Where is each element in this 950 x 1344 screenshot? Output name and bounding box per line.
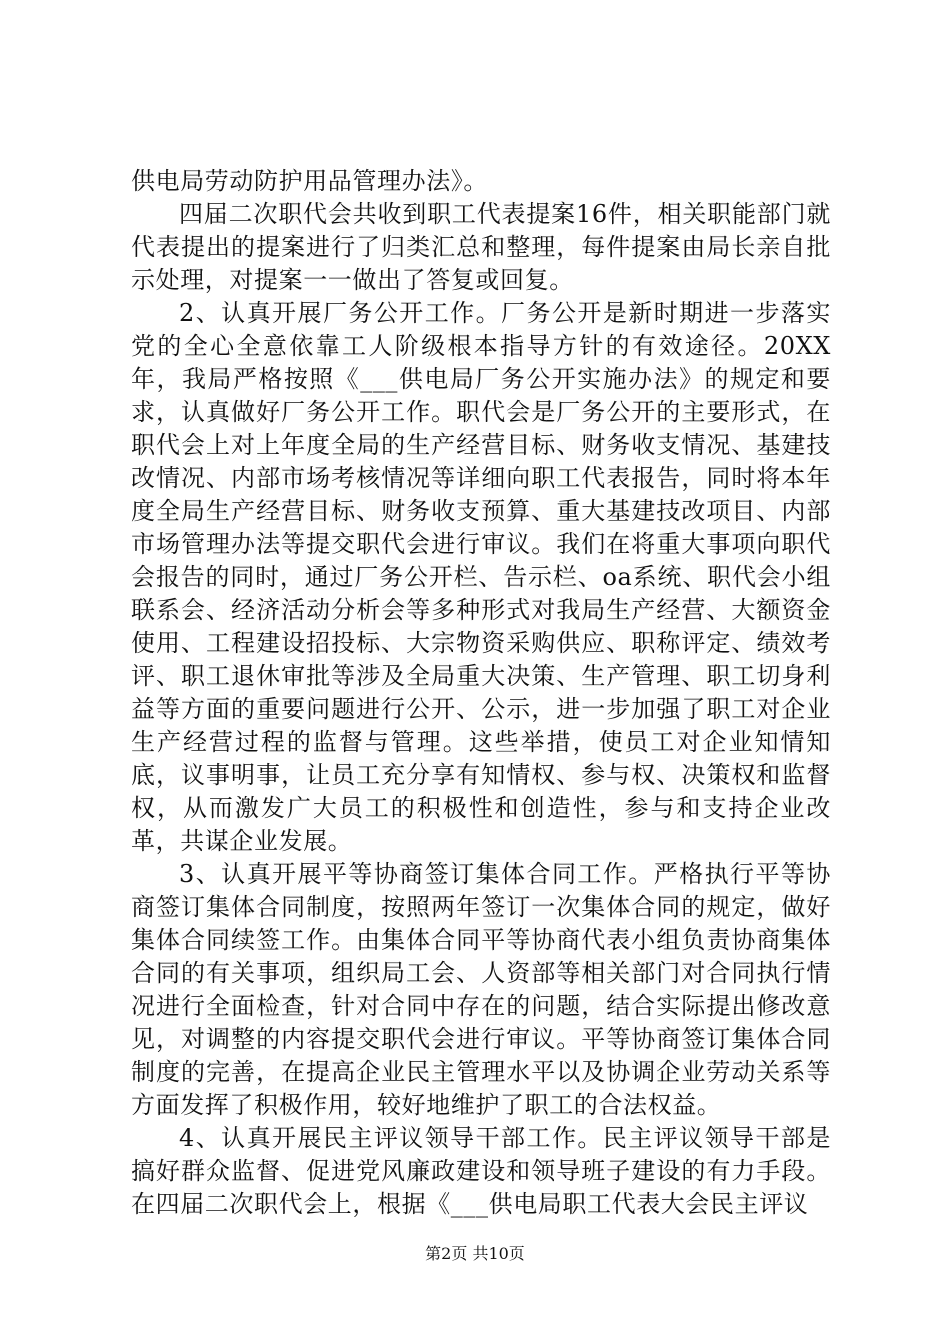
paragraph-2: 四届二次职代会共收到职工代表提案16件，相关职能部门就代表提出的提案进行了归类汇总和整理，每件提案由局长亲自批示处理，对提案一一做出了答复或回复。: [131, 200, 831, 294]
paragraph-3: 2、认真开展厂务公开工作。厂务公开是新时期进一步落实党的全心全意依靠工人阶级根本指导方针的有效途径。20XX年，我局严格按照《___供电局厂务公开实施办法》的规定和要求，认真做好厂务公开工作。职代会是厂务公开的主要形式，在职代会上对上年度全局的生产经营目标、财务收支情况、基建技改情况、内部市场考核情况等详细向职工代表报告，同时将本年度全局生产经营目标、财务收支预算、重大基建技改项目、内部市场管理办法等提交职代会进行审议。我们在将重大事项向职代会报告的同时，通过厂务公开栏、告示栏、oa系统、职代会小组联系会、经济活动分析会等多种形式对我局生产经营、大额资金使用、工程建设招投标、大宗物资采购供应、职称评定、绩效考评、职工退休审批等涉及全局重大决策、生产管理、职工切身利益等方面的重要问题进行公开、公示，进一步加强了职工对企业生产经营过程的监督与管理。这些举措，使员工对企业知情知底，议事明事，让员工充分享有知情权、参与权、决策权和监督权，从而激发广大员工的积极性和创造性，参与和支持企业改革，共谋企业发展。: [131, 299, 831, 855]
document-body: [131, 165, 831, 1221]
paragraph-1: 供电局劳动防护用品管理办法》。: [131, 167, 488, 195]
paragraph-5: 4、认真开展民主评议领导干部工作。民主评议领导干部是搞好群众监督、促进党风廉政建设和领导班子建设的有力手段。在四届二次职代会上，根据《___供电局职工代表大会民主评议: [131, 1124, 831, 1218]
paragraph-4: 3、认真开展平等协商签订集体合同工作。严格执行平等协商签订集体合同制度，按照两年签订一次集体合同的规定，做好集体合同续签工作。由集体合同平等协商代表小组负责协商集体合同的有关事项，组织局工会、人资部等相关部门对合同执行情况进行全面检查，针对合同中存在的问题，结合实际提出修改意见，对调整的内容提交职代会进行审议。平等协商签订集体合同制度的完善，在提高企业民主管理水平以及协调企业劳动关系等方面发挥了积极作用，较好地维护了职工的合法权益。: [131, 860, 831, 1119]
page-number-footer: 第2页 共10页: [425, 1244, 525, 1263]
